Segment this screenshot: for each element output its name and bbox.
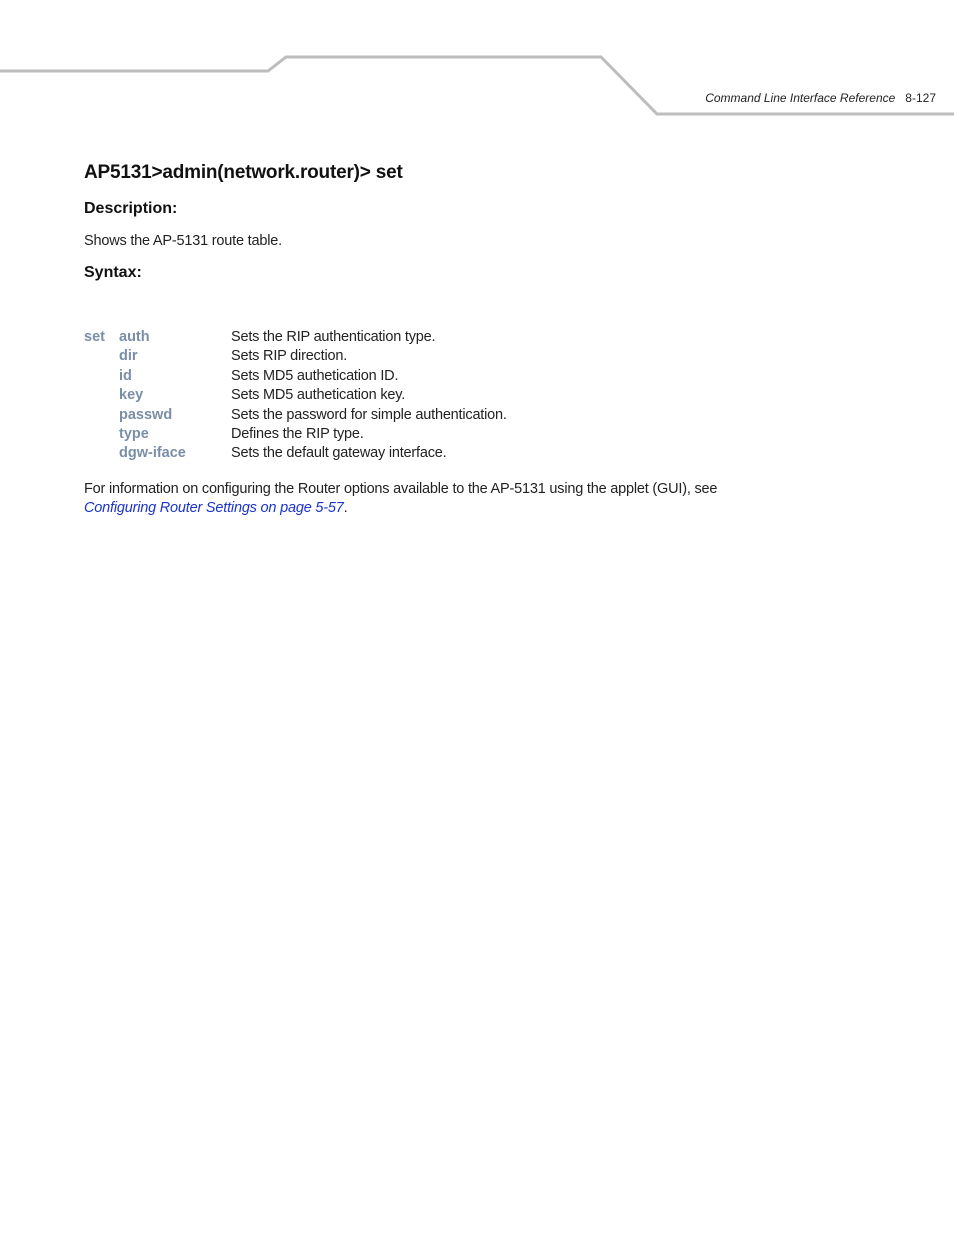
syntax-row-dir bbox=[84, 347, 784, 366]
description-heading: Description: bbox=[84, 200, 178, 217]
param-description: Sets the password for simple authentication. bbox=[231, 406, 507, 423]
syntax-row-id bbox=[84, 367, 784, 386]
param-description: Sets MD5 authetication key. bbox=[231, 387, 406, 404]
running-head-title: Command Line Interface Reference bbox=[705, 91, 896, 105]
param-description: Sets RIP direction. bbox=[231, 348, 348, 365]
description-text: Shows the AP-5131 route table. bbox=[84, 233, 282, 249]
info-paragraph bbox=[84, 480, 717, 518]
param-type: type bbox=[119, 425, 149, 442]
syntax-row-type bbox=[84, 425, 784, 444]
syntax-heading: Syntax: bbox=[84, 264, 142, 281]
command-title: AP5131>admin(network.router)> set bbox=[84, 162, 403, 183]
syntax-row-dgw-iface bbox=[84, 444, 784, 463]
cross-reference-link[interactable]: Configuring Router Settings on page 5-57 bbox=[84, 500, 344, 516]
param-auth: auth bbox=[119, 329, 150, 345]
syntax-row-passwd bbox=[84, 406, 784, 425]
syntax-row-auth bbox=[84, 328, 784, 347]
running-head bbox=[705, 91, 936, 105]
param-key: key bbox=[119, 387, 144, 404]
param-description: Defines the RIP type. bbox=[231, 425, 364, 442]
syntax-table bbox=[84, 328, 784, 464]
param-dir: dir bbox=[119, 348, 138, 365]
param-passwd: passwd bbox=[119, 406, 173, 423]
info-text: For information on configuring the Router options available to the AP-5131 using the applet (GUI), see bbox=[84, 481, 718, 497]
param-description: Sets MD5 authetication ID. bbox=[231, 367, 399, 384]
command-keyword-set: set bbox=[84, 329, 105, 345]
syntax-row-key bbox=[84, 386, 784, 405]
param-description: Sets the default gateway interface. bbox=[231, 445, 447, 462]
param-id: id bbox=[119, 367, 132, 384]
header-rule-graphic bbox=[0, 0, 954, 130]
info-text-end: . bbox=[343, 500, 348, 516]
param-dgw-iface: dgw-iface bbox=[119, 445, 186, 462]
page-number: 8-127 bbox=[905, 91, 936, 105]
param-description: Sets the RIP authentication type. bbox=[231, 329, 436, 345]
